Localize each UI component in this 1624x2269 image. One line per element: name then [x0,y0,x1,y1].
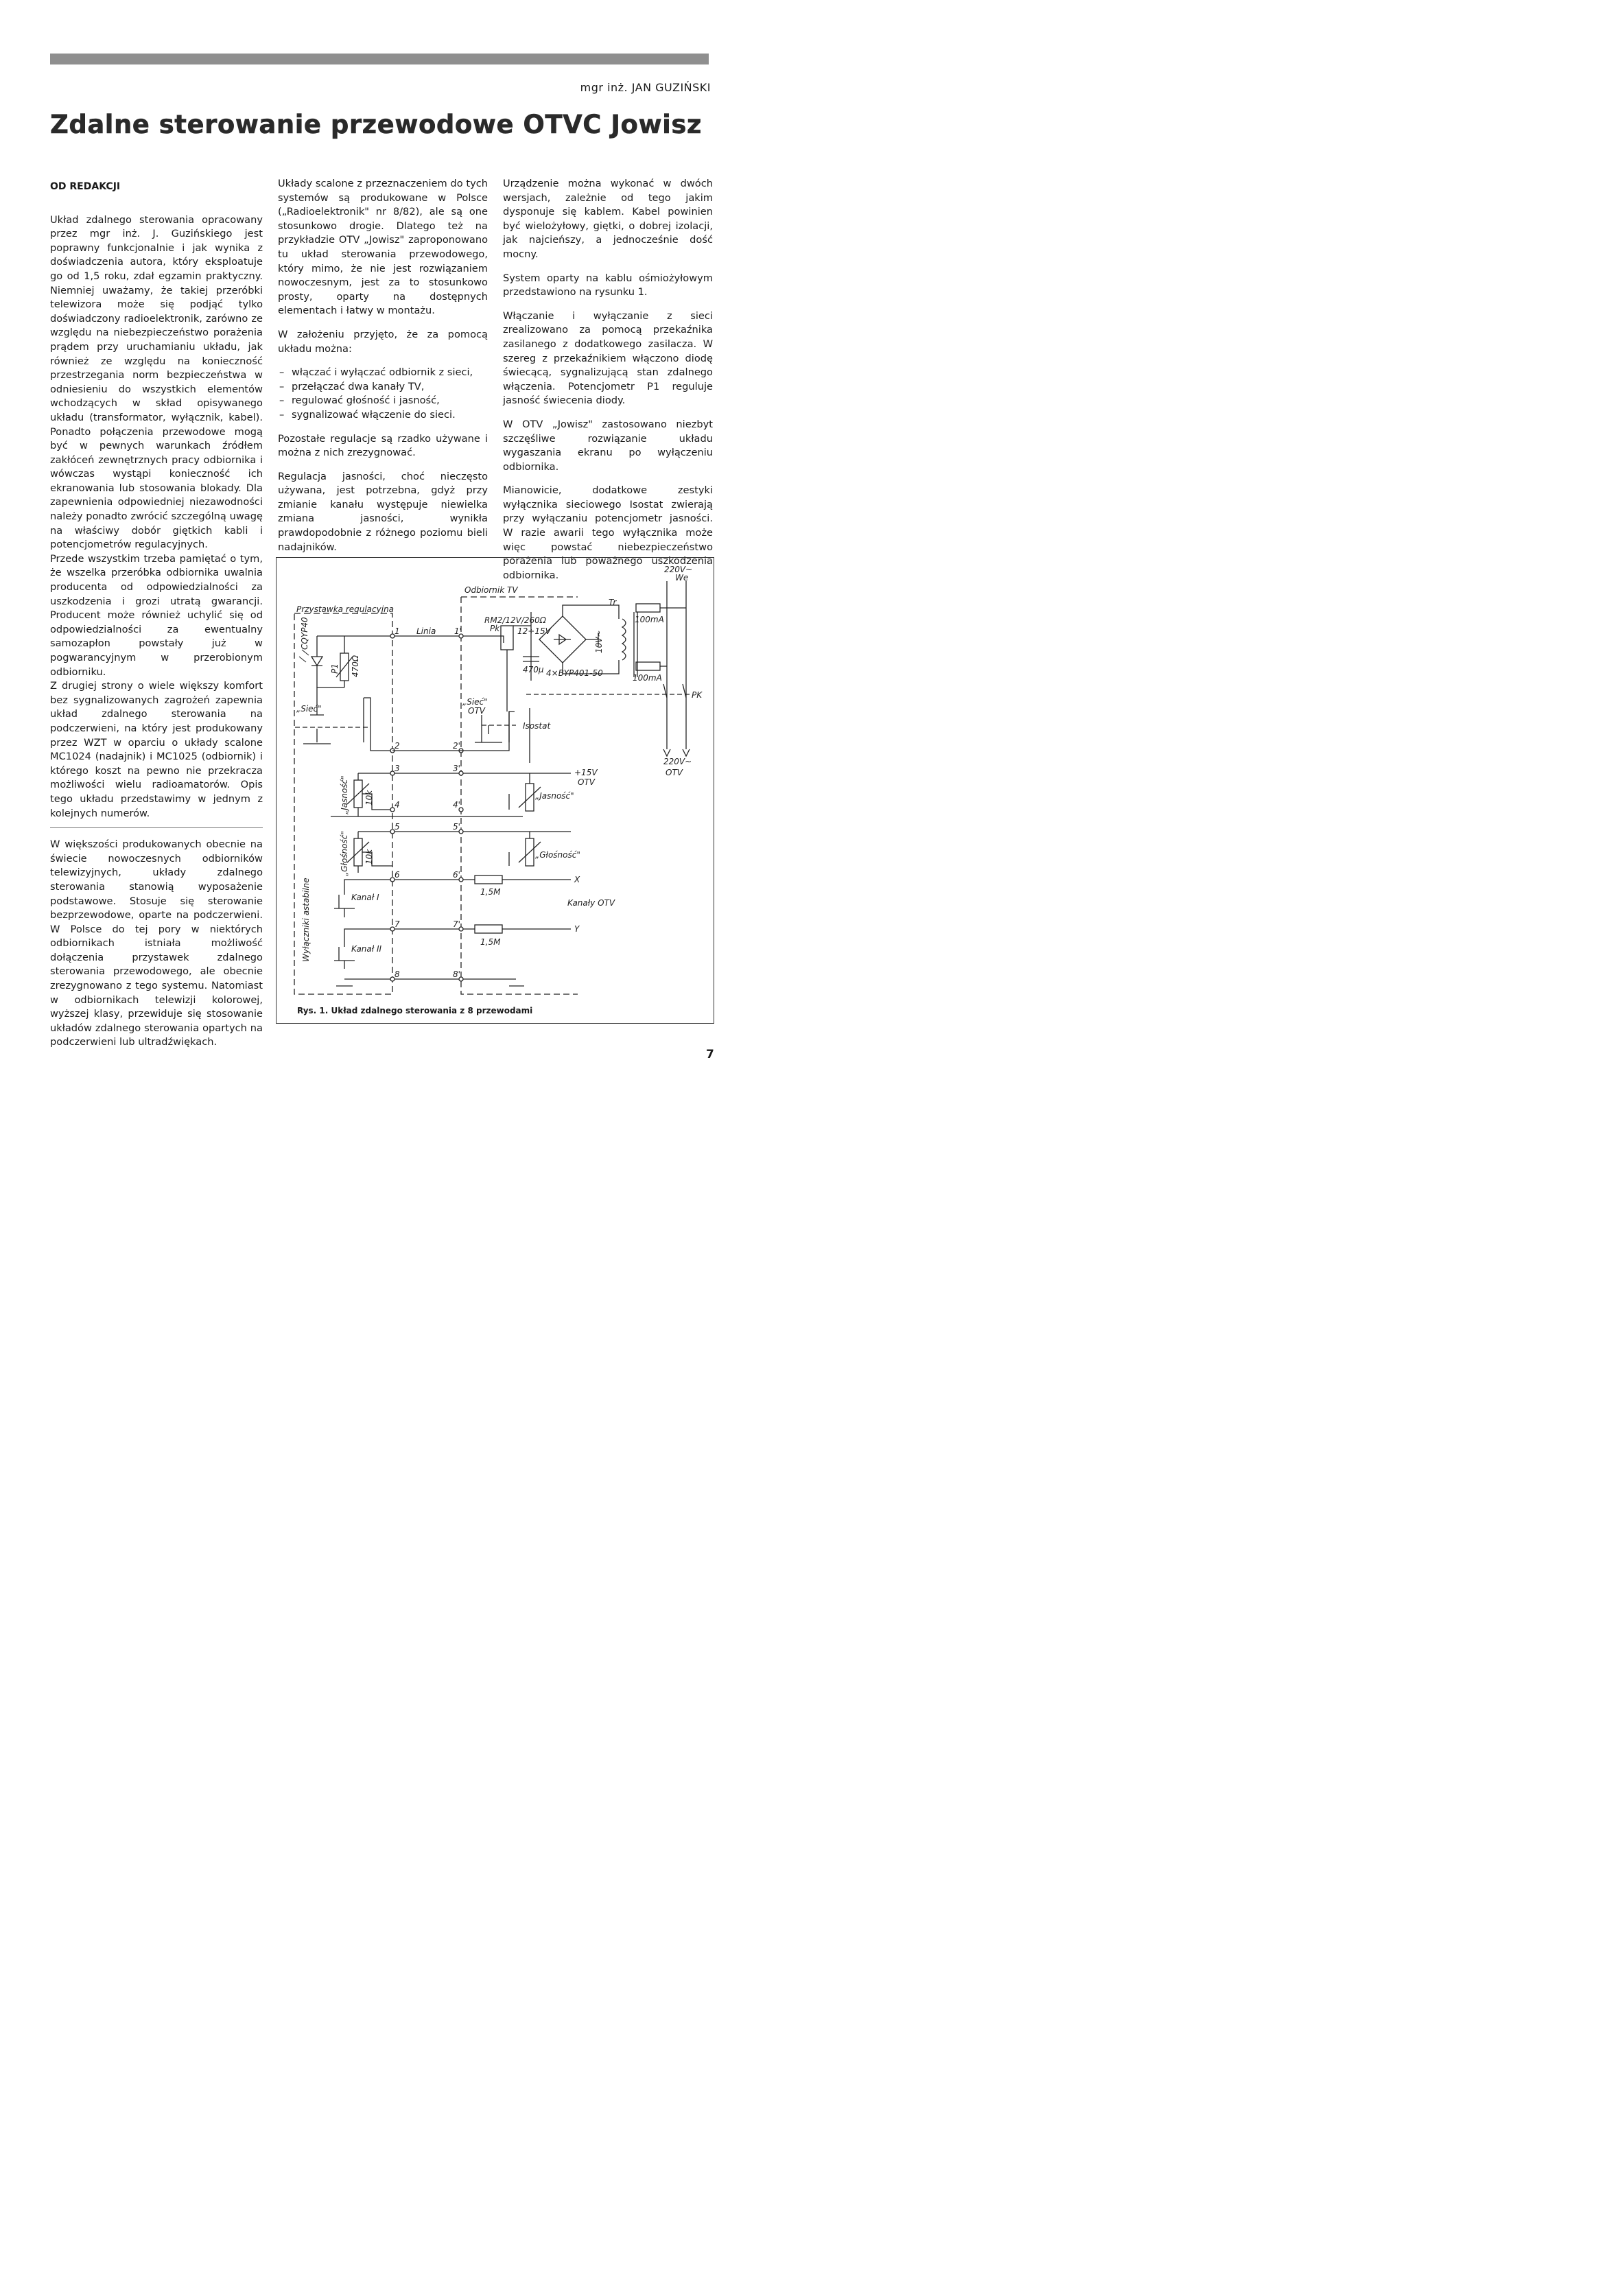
wire-1: 1 [395,626,400,636]
list-item: – przełączać dwa kanały TV, [278,380,488,395]
line-label: Linia [416,626,436,636]
bridge-label: 4×BYP401-50 [546,668,603,678]
r15a-label: 1,5M [480,887,501,897]
wire-6: 6 [395,870,400,880]
kanal2-label: Kanał II [351,944,382,954]
wire-3: 3 [395,764,400,773]
wire-3-tv: 3' [453,764,460,773]
r15b-label: 1,5M [480,937,501,947]
author-byline: mgr inż. JAN GUZIŃSKI [580,81,711,94]
wire-2: 2 [395,741,400,751]
wire-7: 7 [395,919,400,929]
editorial-paragraph-2: Przede wszystkim trzeba pamiętać o tym, że wszelka przeróbka odbiornika uwalnia producenta od odpowiedzialności za uszkodzenia i grozi utratą gwarancji. Producent może również uchylić się od odpowiedzialności za ewentualny samozapłon powstały już w pogwarancyjnym w przerobionym odbiorniku. [50,552,263,678]
paragraph: Pozostałe regulacje są rzadko używane i można z nich zrezygnować. [278,432,488,459]
pk2-label: PK [692,690,703,700]
otv-small-label: OTV [468,706,485,716]
wire-4: 4 [395,800,400,810]
v15-label: +15V [574,768,598,777]
feature-list [278,366,488,422]
tr-label: Tr [609,598,617,607]
v1215-label: 12÷15V [517,626,551,636]
mains-in-label: 220V~ [664,565,693,574]
p1-value: 470Ω [351,655,360,677]
otv15-label: OTV [578,777,595,787]
k10b-label: 10k [364,849,374,865]
k10a-label: 10k [364,790,374,806]
wire-5: 5 [395,822,400,832]
wire-8: 8 [395,969,400,979]
fuse1-label: 100mA [635,615,664,624]
otv-label: OTV [666,768,683,777]
header-rule [50,54,709,64]
we-label: We [675,573,689,583]
v10-label: 10V~ [594,630,604,653]
siec-right-label: „Sieć" [462,697,488,707]
wire-2-tv: 2' [453,741,460,751]
paragraph: Włączanie i wyłączanie z sieci zrealizowano za pomocą przekaźnika zasilanego z dodatkowego zasilacza. W szereg z przekaźnikiem włączono diodę świecącą, sygnalizującą stan zdalnego włączenia. Potencjometr P1 reguluje jasność świecenia diody. [503,309,713,407]
paragraph: Regulacja jasności, choć nieczęsto używana, jest potrzebna, gdyż przy zmianie kanału występuje niewielka zmiana jasności, wynikła prawdopodobnie z różnego poziomu bieli nadajników. [278,470,488,553]
relay-label: RM2/12V/260Ω [484,615,546,625]
x-label: X [574,875,580,884]
list-item: – sygnalizować włączenie do sieci. [278,408,488,423]
list-item: – regulować głośność i jasność, [278,394,488,408]
kanal1-label: Kanał I [351,893,379,902]
paragraph: W OTV „Jowisz" zastosowano niezbyt szczęśliwe rozwiązanie układu wygaszania ekranu po wyłączeniu odbiornika. [503,418,713,473]
page-number: 7 [706,1048,714,1061]
jasnosc-right-label: „Jasność" [535,791,574,801]
glosnosc-right-label: „Głośność" [535,850,580,860]
article-title: Zdalne sterowanie przewodowe OTVC Jowisz [50,110,702,139]
paragraph: Urządzenie można wykonać w dwóch wersjach, zależnie od tego jakim dysponuje się kablem. Kabel powinien być wielożyłowy, giętki, o dobrej izolacji, jak najcieńszy, a jednocześnie dość mocny. [503,178,713,260]
wire-4-tv: 4' [453,800,460,810]
pk-label: Pk [490,624,500,633]
tv-label: Odbiornik TV [464,585,518,595]
column-divider [50,827,263,828]
list-item: – włączać i wyłączać odbiornik z sieci, [278,366,488,380]
y-label: Y [574,924,580,934]
editorial-paragraph-3: Z drugiej strony o wiele większy komfort bez sygnalizowanych zagrożeń zapewnia układ zdalnego sterowania na podczerwieni, na który jest produkowany przez WZT w oparciu o układy scalone MC1024 (nadajnik) i MC1025 (odbiornik) i którego koszt na pewno nie przekracza możliwości wielu radioamatorów. Opis tego układu przedstawimy w jednym z kolejnych numerów. [50,680,263,819]
intro-paragraph: W większości produkowanych obecnie na świecie nowoczesnych odbiorników telewizyjnych, układy zdalnego sterowania stanowią wyposażenie podstawowe. Stosuje się sterowanie bezprzewodowe, oparte na podczerwieni. W Polsce do tej pory w niektórych odbiornikach istniała możliwość dołączenia przystawek zdalnego sterowania przewodowego, ale obecnie zrezygnowano z tego systemu. Natomiast w odbiornikach telewizji kolorowej, wyższej klasy, przewiduje się stosowanie układów zdalnego sterowania opartych na podczerwieni lub ultradźwiękach. [50,838,263,1048]
jasnosc-left-label: „Jasność" [340,775,349,814]
paragraph: W założeniu przyjęto, że za pomocą układu można: [278,328,488,355]
wire-5-tv: 5' [453,822,460,832]
adapter-label: Przystawka regulacyjna [296,604,395,614]
fuse2-label: 100mA [633,673,662,683]
editorial-paragraph-1: Układ zdalnego sterowania opracowany przez mgr inż. J. Guzińskiego jest poprawny funkcjonalnie i jak wynika z doświadczenia autora, który eksploatuje go od 1,5 roku, zdał egzamin praktyczny. Niemniej uważamy, że takiej przeróbki telewizora może się podjąć tylko doświadczony radioelektronik, zarówno ze względu na niebezpieczeństwo porażenia prądem przy uruchamianiu układu, jak również ze względu na konieczność przestrzegania norm bezpieczeństwa w odniesieniu do wszystkich elementów wchodzących w skład opisywanego układu (transformator, wyłącznik, kabel). Ponadto połączenia przewodowe mogą być w pewnych warunkach źródłem zakłóceń zewnętrznych pracy odbiornika i wówczas wystąpi konieczność ich ekranowania lub stosowania blokady. Dla zapewnienia odpowiedniej niezawodności należy ponadto zwrócić szczególną uwagę na właściwy dobór giętkich kabli i potencjometrów regulacyjnych. [50,213,263,551]
mains-out-label: 220V~ [663,757,692,766]
paragraph: System oparty na kablu ośmiożyłowym przedstawiono na rysunku 1. [503,272,713,298]
editorial-heading: OD REDAKCJI [50,181,121,192]
column-1 [50,180,263,1059]
wire-1-tv: 1' [454,626,462,636]
cap-label: 470µ [523,665,544,674]
figure-caption: Rys. 1. Układ zdalnego sterowania z 8 przewodami [297,1006,533,1015]
isostat-label: Isostat [523,721,551,731]
wire-6-tv: 6' [453,870,460,880]
paragraph: Układy scalone z przeznaczeniem do tych systemów są produkowane w Polsce („Radioelektronik" nr 8/82), ale są one stosunkowo drogie. Dlatego też na przykładzie OTV „Jowisz" zaproponowano tu układ sterowania przewodowego, który mimo, że nie jest rozwiązaniem nowoczesnym, jest za to stosunkowo prosty, oparty na dostępnych elementach i łatwy w montażu. [278,178,488,317]
circuit-diagram [276,557,713,1003]
wylaczniki-label: Wyłączniki astabilne [301,878,311,962]
glosnosc-left-label: „Głośność" [340,831,349,876]
column-3 [503,177,713,592]
siec-left-label: „Sieć" [296,704,322,714]
wire-7-tv: 7' [453,919,460,929]
paragraph: Mianowicie, dodatkowe zestyki wyłącznika sieciowego Isostat zwierają przy wyłączaniu potencjometr jasności. W razie awarii tego wyłącznika może więc powstać niebezpieczeństwo porażenia lub poważnego uszkodzenia odbiornika. [503,484,713,581]
column-2 [278,177,488,564]
kanaly-label: Kanały OTV [567,898,615,908]
led-label: CQYP40 [300,617,309,650]
wire-8-tv: 8' [453,969,460,979]
p1-label: P1 [330,663,340,674]
